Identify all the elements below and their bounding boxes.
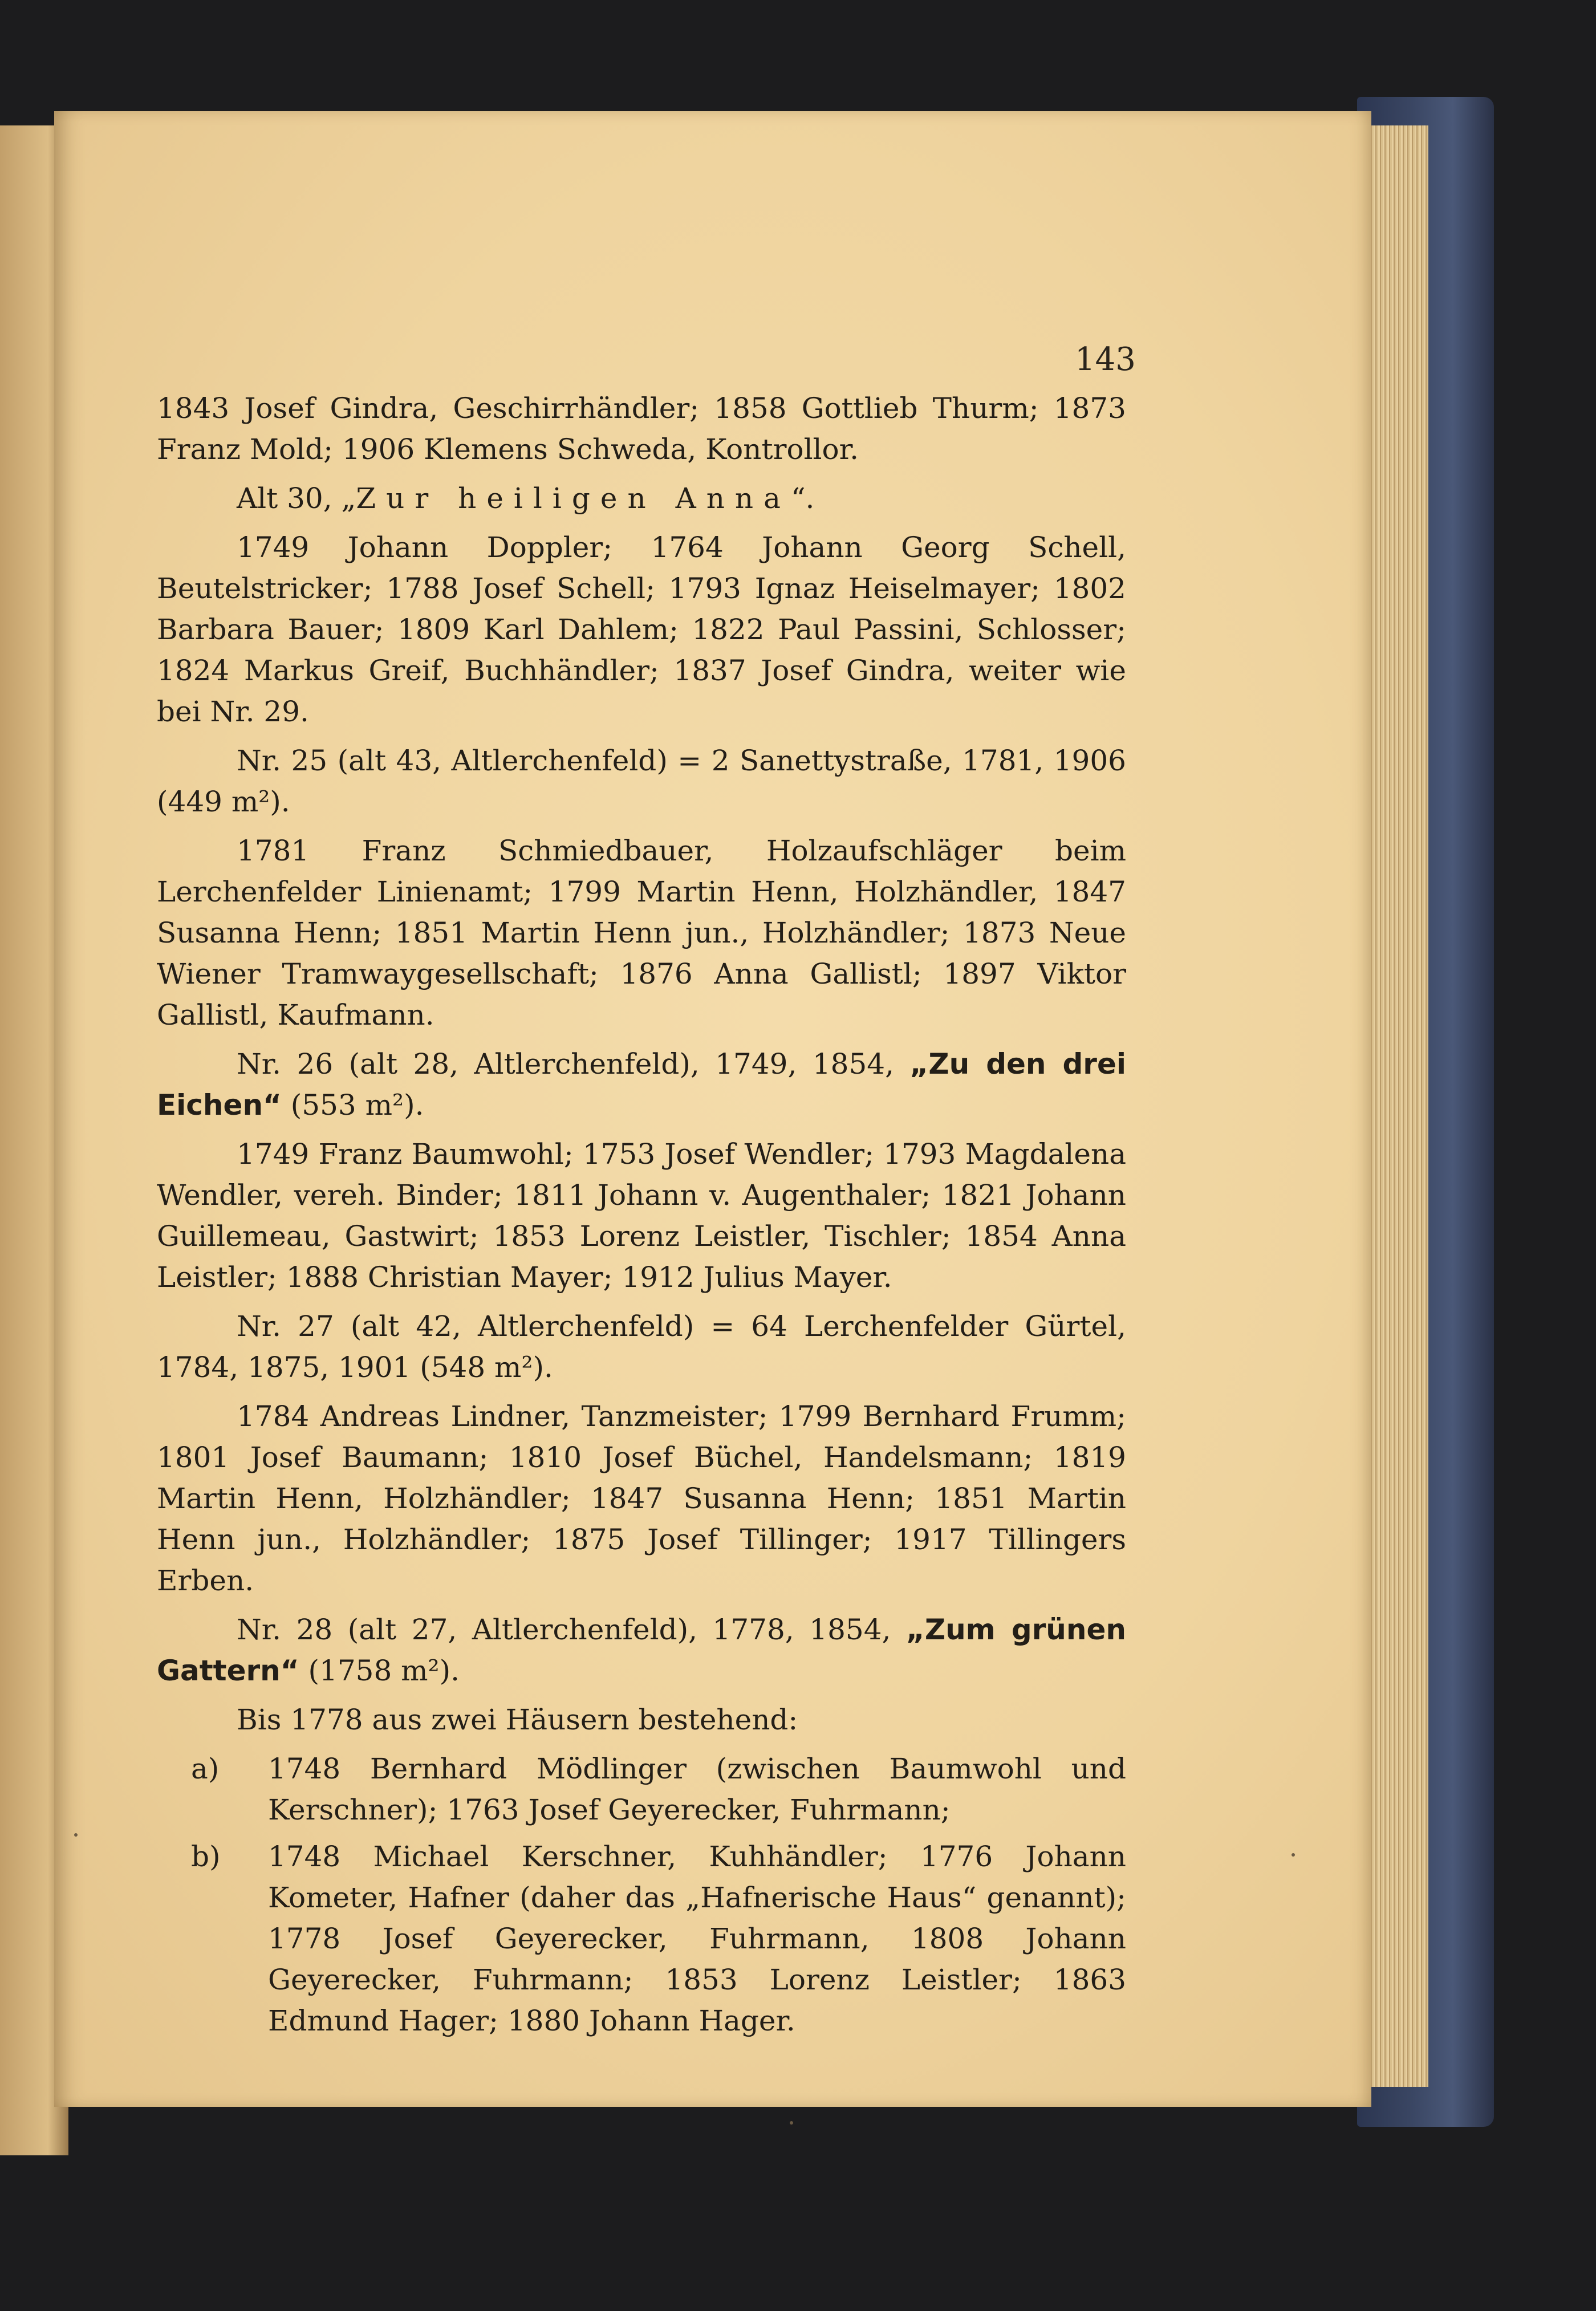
paragraph: 1781 Franz Schmiedbauer, Holzaufschläger beim Lerchenfelder Linienamt; 1799 Martin Henn, Holzhändler, 1847 Susanna Henn; 1851 Martin Henn jun., Holzhändler; 1873 Neue Wiener Tramwaygesellschaft; 1876 Anna Gallistl; 1897 Viktor Gallistl, Kaufmann. [157,834,1126,1031]
entry-suffix: (553 m²). [281,1089,424,1122]
entry-prefix: Nr. 28 (alt 27, Altlerchenfeld), 1778, 1854, [237,1613,906,1646]
list-item-text: 1748 Bernhard Mödlinger (zwischen Baumwohl und Kerschner); 1763 Josef Geyerecker, Fuhrmann; [268,1752,1126,1826]
house-sign-name: „Zum grünen Gattern“ [157,1613,1127,1687]
heading-suffix: “. [790,482,815,515]
list-marker: a) [191,1752,220,1785]
page-number: 143 [1075,341,1136,378]
paper-speck [74,1833,78,1837]
list-item [157,1836,1126,2041]
house-entry [157,1609,1126,1691]
paragraph: 1749 Johann Doppler; 1764 Johann Georg Schell, Beutelstricker; 1788 Josef Schell; 1793 Ignaz Heiselmayer; 1802 Barbara Bauer; 1809 Karl Dahlem; 1822 Paul Passini, Schlosser; 1824 Markus Greif, Buchhändler; 1837 Josef Gindra, weiter wie bei Nr. 29. [157,531,1126,728]
house-sign-name: „Zu den drei Eichen“ [157,1047,1127,1122]
sub-list [157,1748,1126,2041]
heading-prefix: Alt 30, „ [237,482,356,515]
list-item [157,1748,1126,1830]
house-name-heading [157,478,1126,519]
paper-speck [1292,1853,1295,1857]
heading-spaced-name: Zur heiligen Anna [356,482,791,515]
list-item-text: 1748 Michael Kerschner, Kuhhändler; 1776 Johann Kometer, Hafner (daher das „Hafnerische Haus“ genannt); 1778 Josef Geyerecker, Fuhrmann, 1808 Johann Geyerecker, Fuhrmann; 1853 Lorenz Leistler; 1863 Edmund Hager; 1880 Johann Hager. [268,1840,1126,2037]
house-entry: Nr. 25 (alt 43, Altlerchenfeld) = 2 Sanettystraße, 1781, 1906 (449 m²). [157,744,1126,818]
list-marker: b) [191,1840,221,1873]
paragraph: Bis 1778 aus zwei Häusern bestehend: [237,1703,798,1736]
house-entry: Nr. 27 (alt 42, Altlerchenfeld) = 64 Lerchenfelder Gürtel, 1784, 1875, 1901 (548 m²). [157,1310,1126,1384]
entry-suffix: (1758 m²). [299,1654,460,1687]
paragraph: 1843 Josef Gindra, Geschirrhändler; 1858 Gottlieb Thurm; 1873 Franz Mold; 1906 Klemens Schweda, Kontrollor. [157,392,1126,466]
paper-speck [790,2121,793,2125]
paragraph: 1749 Franz Baumwohl; 1753 Josef Wendler; 1793 Magdalena Wendler, vereh. Binder; 1811 Johann v. Augenthaler; 1821 Johann Guillemeau, Gastwirt; 1853 Lorenz Leistler, Tischler; 1854 Anna Leistler; 1888 Christian Mayer; 1912 Julius Mayer. [157,1138,1126,1294]
paragraph: 1784 Andreas Lindner, Tanzmeister; 1799 Bernhard Frumm; 1801 Josef Baumann; 1810 Josef Büchel, Handelsmann; 1819 Martin Henn, Holzhändler; 1847 Susanna Henn; 1851 Martin Henn jun., Holzhändler; 1875 Josef Tillinger; 1917 Tillingers Erben. [157,1400,1126,1597]
house-entry [157,1043,1126,1126]
page-text-block [157,388,1126,2047]
entry-prefix: Nr. 26 (alt 28, Altlerchenfeld), 1749, 1854, [237,1047,910,1081]
